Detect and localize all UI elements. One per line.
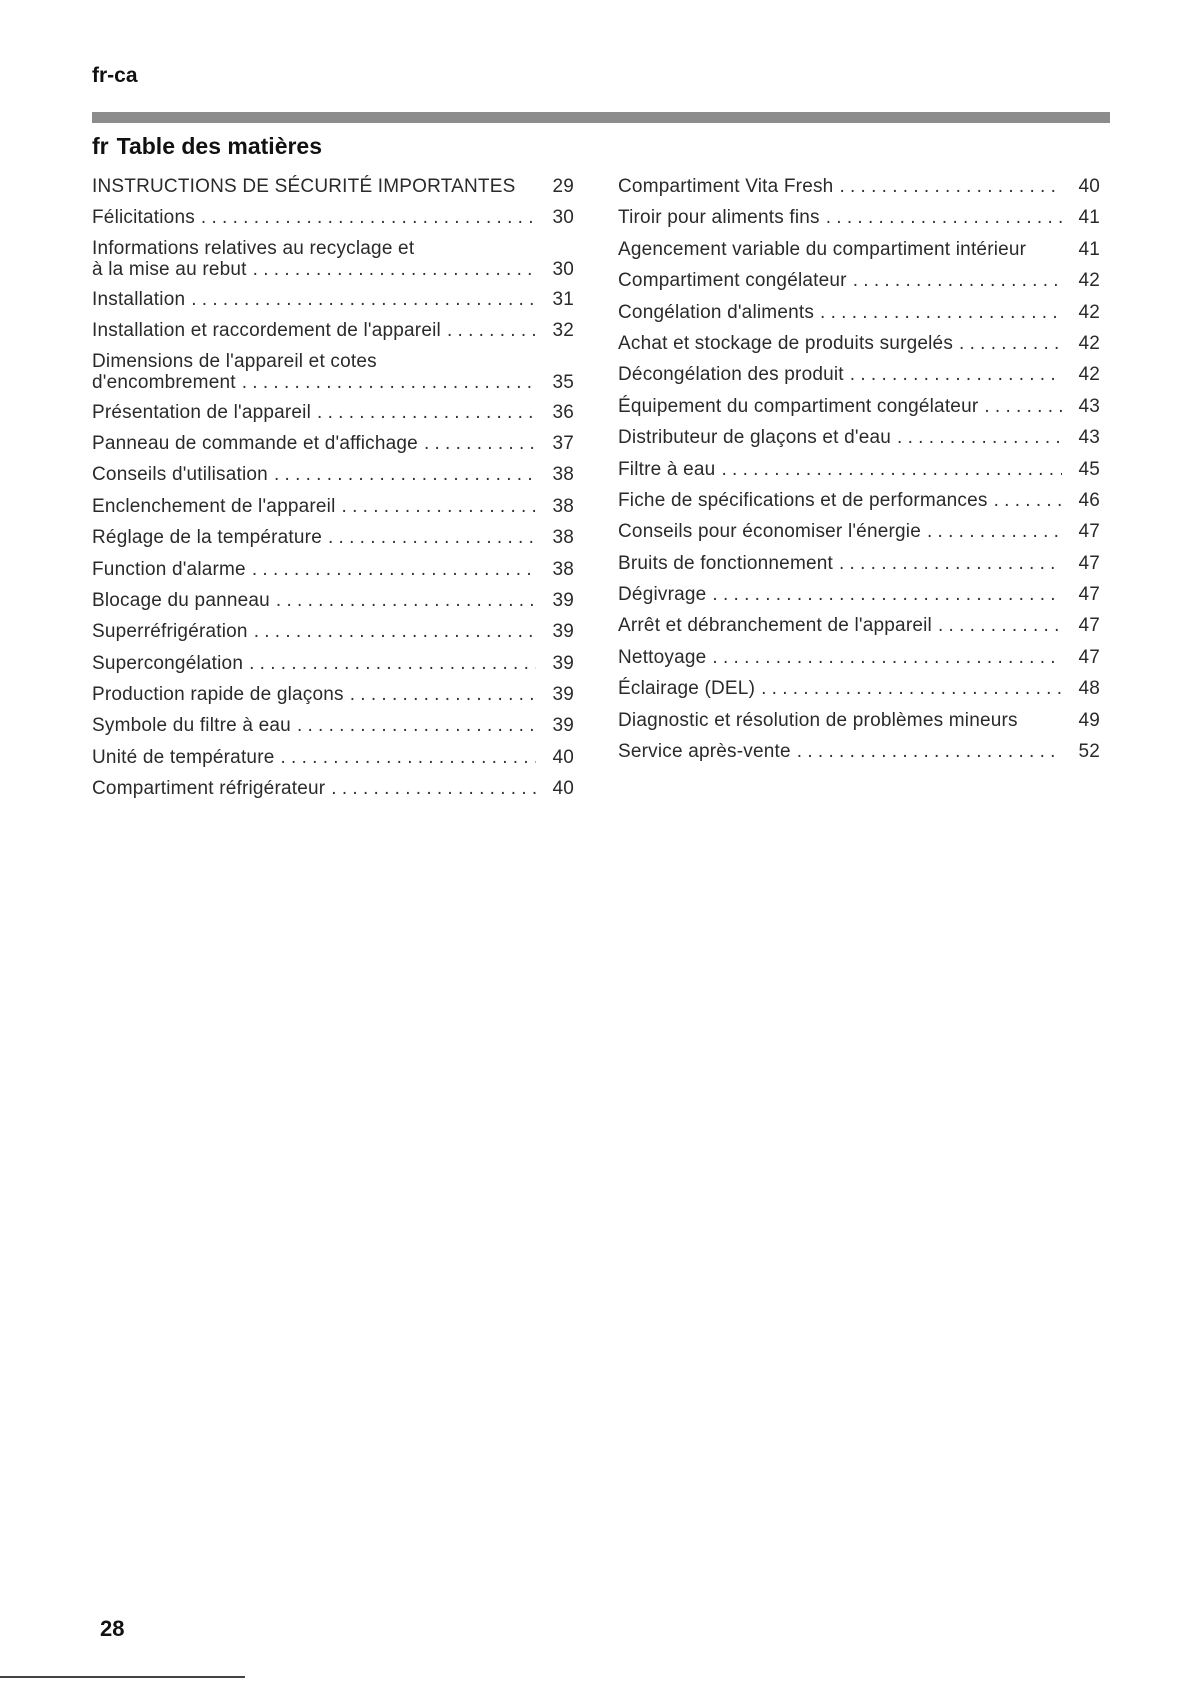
toc-entry-label: Diagnostic et résolution de problèmes mineurs xyxy=(618,709,1018,731)
toc-leader-dots xyxy=(897,427,1062,448)
toc-entry-label: Dégivrage xyxy=(618,584,707,606)
toc-entry[interactable] xyxy=(618,678,1100,709)
toc-entry-page: 47 xyxy=(1078,646,1100,668)
toc-entry[interactable] xyxy=(618,647,1100,678)
toc-entry-label: Décongélation des produit xyxy=(618,364,844,386)
toc-entry-label: Panneau de commande et d'affichage xyxy=(92,432,418,454)
toc-entry[interactable] xyxy=(618,521,1100,552)
toc-entry-label: Filtre à eau xyxy=(618,458,716,480)
toc-entry-page: 40 xyxy=(552,746,574,768)
toc-leader-dots xyxy=(712,647,1062,668)
toc-leader-dots xyxy=(839,176,1062,197)
toc-entry[interactable] xyxy=(92,747,574,778)
toc-entry[interactable] xyxy=(92,433,574,464)
toc-entry-label: Unité de température xyxy=(92,746,275,768)
toc-leader-dots xyxy=(927,521,1062,542)
toc-entry-page: 38 xyxy=(552,464,574,486)
toc-column-right xyxy=(618,176,1100,772)
toc-entry-label: Blocage du panneau xyxy=(92,589,270,611)
toc-entry-page: 39 xyxy=(552,715,574,737)
toc-leader-dots xyxy=(242,372,536,393)
toc-leader-dots xyxy=(424,433,536,454)
toc-entry[interactable] xyxy=(92,496,574,527)
toc-entry-page: 42 xyxy=(1078,364,1100,386)
toc-entry[interactable] xyxy=(618,333,1100,364)
toc-entry-label: Enclenchement de l'appareil xyxy=(92,495,336,517)
footer-rule xyxy=(0,1676,245,1678)
toc-leader-dots xyxy=(984,396,1062,417)
toc-entry-label: Achat et stockage de produits surgelés xyxy=(618,332,954,354)
toc-entry-label-continued: à la mise au rebut xyxy=(92,258,247,280)
page-number: 28 xyxy=(100,1616,125,1641)
toc-entry[interactable] xyxy=(618,490,1100,521)
toc-entry[interactable] xyxy=(92,684,574,715)
toc-entry-label: INSTRUCTIONS DE SÉCURITÉ IMPORTANTES xyxy=(92,176,516,197)
toc-entry-label: Conseils pour économiser l'énergie xyxy=(618,521,921,543)
toc-entry-page: 30 xyxy=(552,258,574,280)
toc-entry-label: Installation xyxy=(92,288,186,310)
toc-entry-page: 38 xyxy=(552,495,574,517)
toc-entry-page: 49 xyxy=(1078,709,1100,731)
toc-entry[interactable] xyxy=(618,710,1100,741)
toc-entry-label: Compartiment congélateur xyxy=(618,270,847,292)
toc-entry-label: Supercongélation xyxy=(92,652,244,674)
toc-entry[interactable] xyxy=(92,207,574,238)
toc-leader-dots xyxy=(938,615,1062,636)
toc-leader-dots xyxy=(712,584,1062,605)
toc-entry-page: 39 xyxy=(552,684,574,706)
toc-entry-page: 39 xyxy=(552,589,574,611)
toc-leader-dots xyxy=(350,684,536,705)
toc-title-lang: fr xyxy=(92,133,109,159)
toc-entry-label: Nettoyage xyxy=(618,646,707,668)
toc-entry-page: 38 xyxy=(552,558,574,580)
toc-leader-dots xyxy=(317,402,536,423)
toc-entry[interactable] xyxy=(92,653,574,684)
toc-entry-page: 37 xyxy=(552,432,574,454)
toc-leader-dots xyxy=(276,590,536,611)
toc-leader-dots xyxy=(249,653,536,674)
toc-entry[interactable] xyxy=(618,459,1100,490)
toc-leader-dots xyxy=(797,741,1062,762)
toc-leader-dots xyxy=(281,747,537,768)
toc-entry-page: 43 xyxy=(1078,427,1100,449)
toc-entry-page: 29 xyxy=(552,176,574,197)
toc-entry[interactable] xyxy=(92,590,574,621)
language-code: fr-ca xyxy=(92,64,138,87)
toc-entry-label: Félicitations xyxy=(92,207,195,229)
toc-entry-label-continued: d'encombrement xyxy=(92,371,236,393)
toc-entry-page: 42 xyxy=(1078,301,1100,323)
toc-entry-page: 45 xyxy=(1078,458,1100,480)
toc-entry[interactable] xyxy=(618,427,1100,458)
toc-leader-dots xyxy=(959,333,1062,354)
toc-leader-dots xyxy=(820,302,1062,323)
toc-column-left xyxy=(92,176,574,810)
toc-entry[interactable] xyxy=(92,289,574,320)
toc-entry-page: 35 xyxy=(552,371,574,393)
toc-entry-page: 41 xyxy=(1078,207,1100,229)
toc-leader-dots xyxy=(839,553,1062,574)
toc-entry-label: Superréfrigération xyxy=(92,621,248,643)
toc-entry[interactable] xyxy=(618,207,1100,238)
toc-leader-dots xyxy=(331,778,536,799)
toc-entry[interactable] xyxy=(92,352,574,402)
toc-entry[interactable] xyxy=(618,364,1100,395)
toc-entry-label: Dimensions de l'appareil et cotes xyxy=(92,350,377,372)
toc-entry[interactable] xyxy=(92,559,574,590)
toc-entry[interactable] xyxy=(92,527,574,558)
toc-entry[interactable] xyxy=(618,270,1100,301)
toc-entry-page: 47 xyxy=(1078,584,1100,606)
toc-leader-dots xyxy=(761,678,1062,699)
toc-entry-page: 40 xyxy=(552,778,574,800)
toc-entry-page: 52 xyxy=(1078,741,1100,763)
toc-leader-dots xyxy=(328,527,536,548)
toc-entry-page: 39 xyxy=(552,621,574,643)
toc-entry-page: 39 xyxy=(552,652,574,674)
toc-leader-dots xyxy=(994,490,1062,511)
toc-title-text: Table des matières xyxy=(116,133,323,159)
toc-entry-page: 46 xyxy=(1078,489,1100,511)
toc-leader-dots xyxy=(252,559,536,580)
toc-entry-label: Agencement variable du compartiment intérieur xyxy=(618,238,1027,260)
toc-entry-page: 47 xyxy=(1078,521,1100,543)
toc-entry-label: Fiche de spécifications et de performances xyxy=(618,489,988,511)
toc-entry-page: 32 xyxy=(552,320,574,342)
toc-entry-label: Distributeur de glaçons et d'eau xyxy=(618,427,892,449)
toc-entry[interactable] xyxy=(92,464,574,495)
toc-entry[interactable] xyxy=(92,402,574,433)
toc-entry-page: 47 xyxy=(1078,615,1100,637)
toc-entry-page: 30 xyxy=(552,207,574,229)
toc-entry[interactable] xyxy=(618,615,1100,646)
toc-leader-dots xyxy=(721,459,1062,480)
toc-entry-label: Éclairage (DEL) xyxy=(618,678,756,700)
toc-entry-page: 36 xyxy=(552,401,574,423)
toc-leader-dots xyxy=(850,364,1062,385)
toc-entry-page: 43 xyxy=(1078,395,1100,417)
toc-leader-dots xyxy=(853,270,1062,291)
toc-entry[interactable] xyxy=(618,741,1100,772)
toc-leader-dots xyxy=(201,207,536,228)
toc-entry[interactable] xyxy=(92,778,574,809)
toc-entry-page: 40 xyxy=(1078,176,1100,197)
toc-entry[interactable] xyxy=(618,302,1100,333)
toc-entry-page: 41 xyxy=(1078,238,1100,260)
toc-entry-label: Congélation d'aliments xyxy=(618,301,815,323)
toc-entry-label: Compartiment réfrigérateur xyxy=(92,778,326,800)
toc-entry-label: Conseils d'utilisation xyxy=(92,464,268,486)
toc-leader-dots xyxy=(342,496,536,517)
toc-entry-page: 38 xyxy=(552,527,574,549)
toc-entry[interactable] xyxy=(618,584,1100,615)
toc-entry-label: Réglage de la température xyxy=(92,527,322,549)
toc-entry[interactable] xyxy=(92,715,574,746)
toc-entry-label: Tiroir pour aliments fins xyxy=(618,207,820,229)
toc-entry[interactable] xyxy=(92,239,574,289)
toc-entry[interactable] xyxy=(618,176,1100,207)
toc-entry-label: Function d'alarme xyxy=(92,558,246,580)
toc-leader-dots xyxy=(447,320,536,341)
toc-entry-page: 31 xyxy=(552,288,574,310)
toc-entry[interactable] xyxy=(92,621,574,652)
toc-entry-label: Production rapide de glaçons xyxy=(92,684,344,706)
toc-entry-label: Service après-vente xyxy=(618,741,791,763)
toc-entry-label: Arrêt et débranchement de l'appareil xyxy=(618,615,932,637)
toc-entry-label: Compartiment Vita Fresh xyxy=(618,176,834,197)
toc-entry-page: 42 xyxy=(1078,270,1100,292)
toc-entry-label: Informations relatives au recyclage et xyxy=(92,237,415,259)
toc-leader-dots xyxy=(297,715,536,736)
toc-entry[interactable] xyxy=(618,553,1100,584)
toc-entry-label: Présentation de l'appareil xyxy=(92,401,312,423)
toc-leader-dots xyxy=(274,464,536,485)
toc-entry[interactable] xyxy=(92,176,574,207)
toc-entry-label: Équipement du compartiment congélateur xyxy=(618,395,979,417)
toc-leader-dots xyxy=(826,207,1062,228)
toc-entry[interactable] xyxy=(618,396,1100,427)
toc-leader-dots xyxy=(254,621,536,642)
toc-entry-label: Installation et raccordement de l'appareil xyxy=(92,320,441,342)
toc-entry-page: 48 xyxy=(1078,678,1100,700)
toc-entry-page: 47 xyxy=(1078,552,1100,574)
toc-entry-label: Bruits de fonctionnement xyxy=(618,552,833,574)
toc-entry-page: 42 xyxy=(1078,332,1100,354)
toc-entry-label: Symbole du filtre à eau xyxy=(92,715,291,737)
toc-leader-dots xyxy=(191,289,536,310)
toc-entry[interactable] xyxy=(92,320,574,351)
toc-entry[interactable] xyxy=(618,239,1100,270)
toc-title xyxy=(92,133,322,160)
header-rule xyxy=(92,112,1110,123)
toc-leader-dots xyxy=(253,259,536,280)
